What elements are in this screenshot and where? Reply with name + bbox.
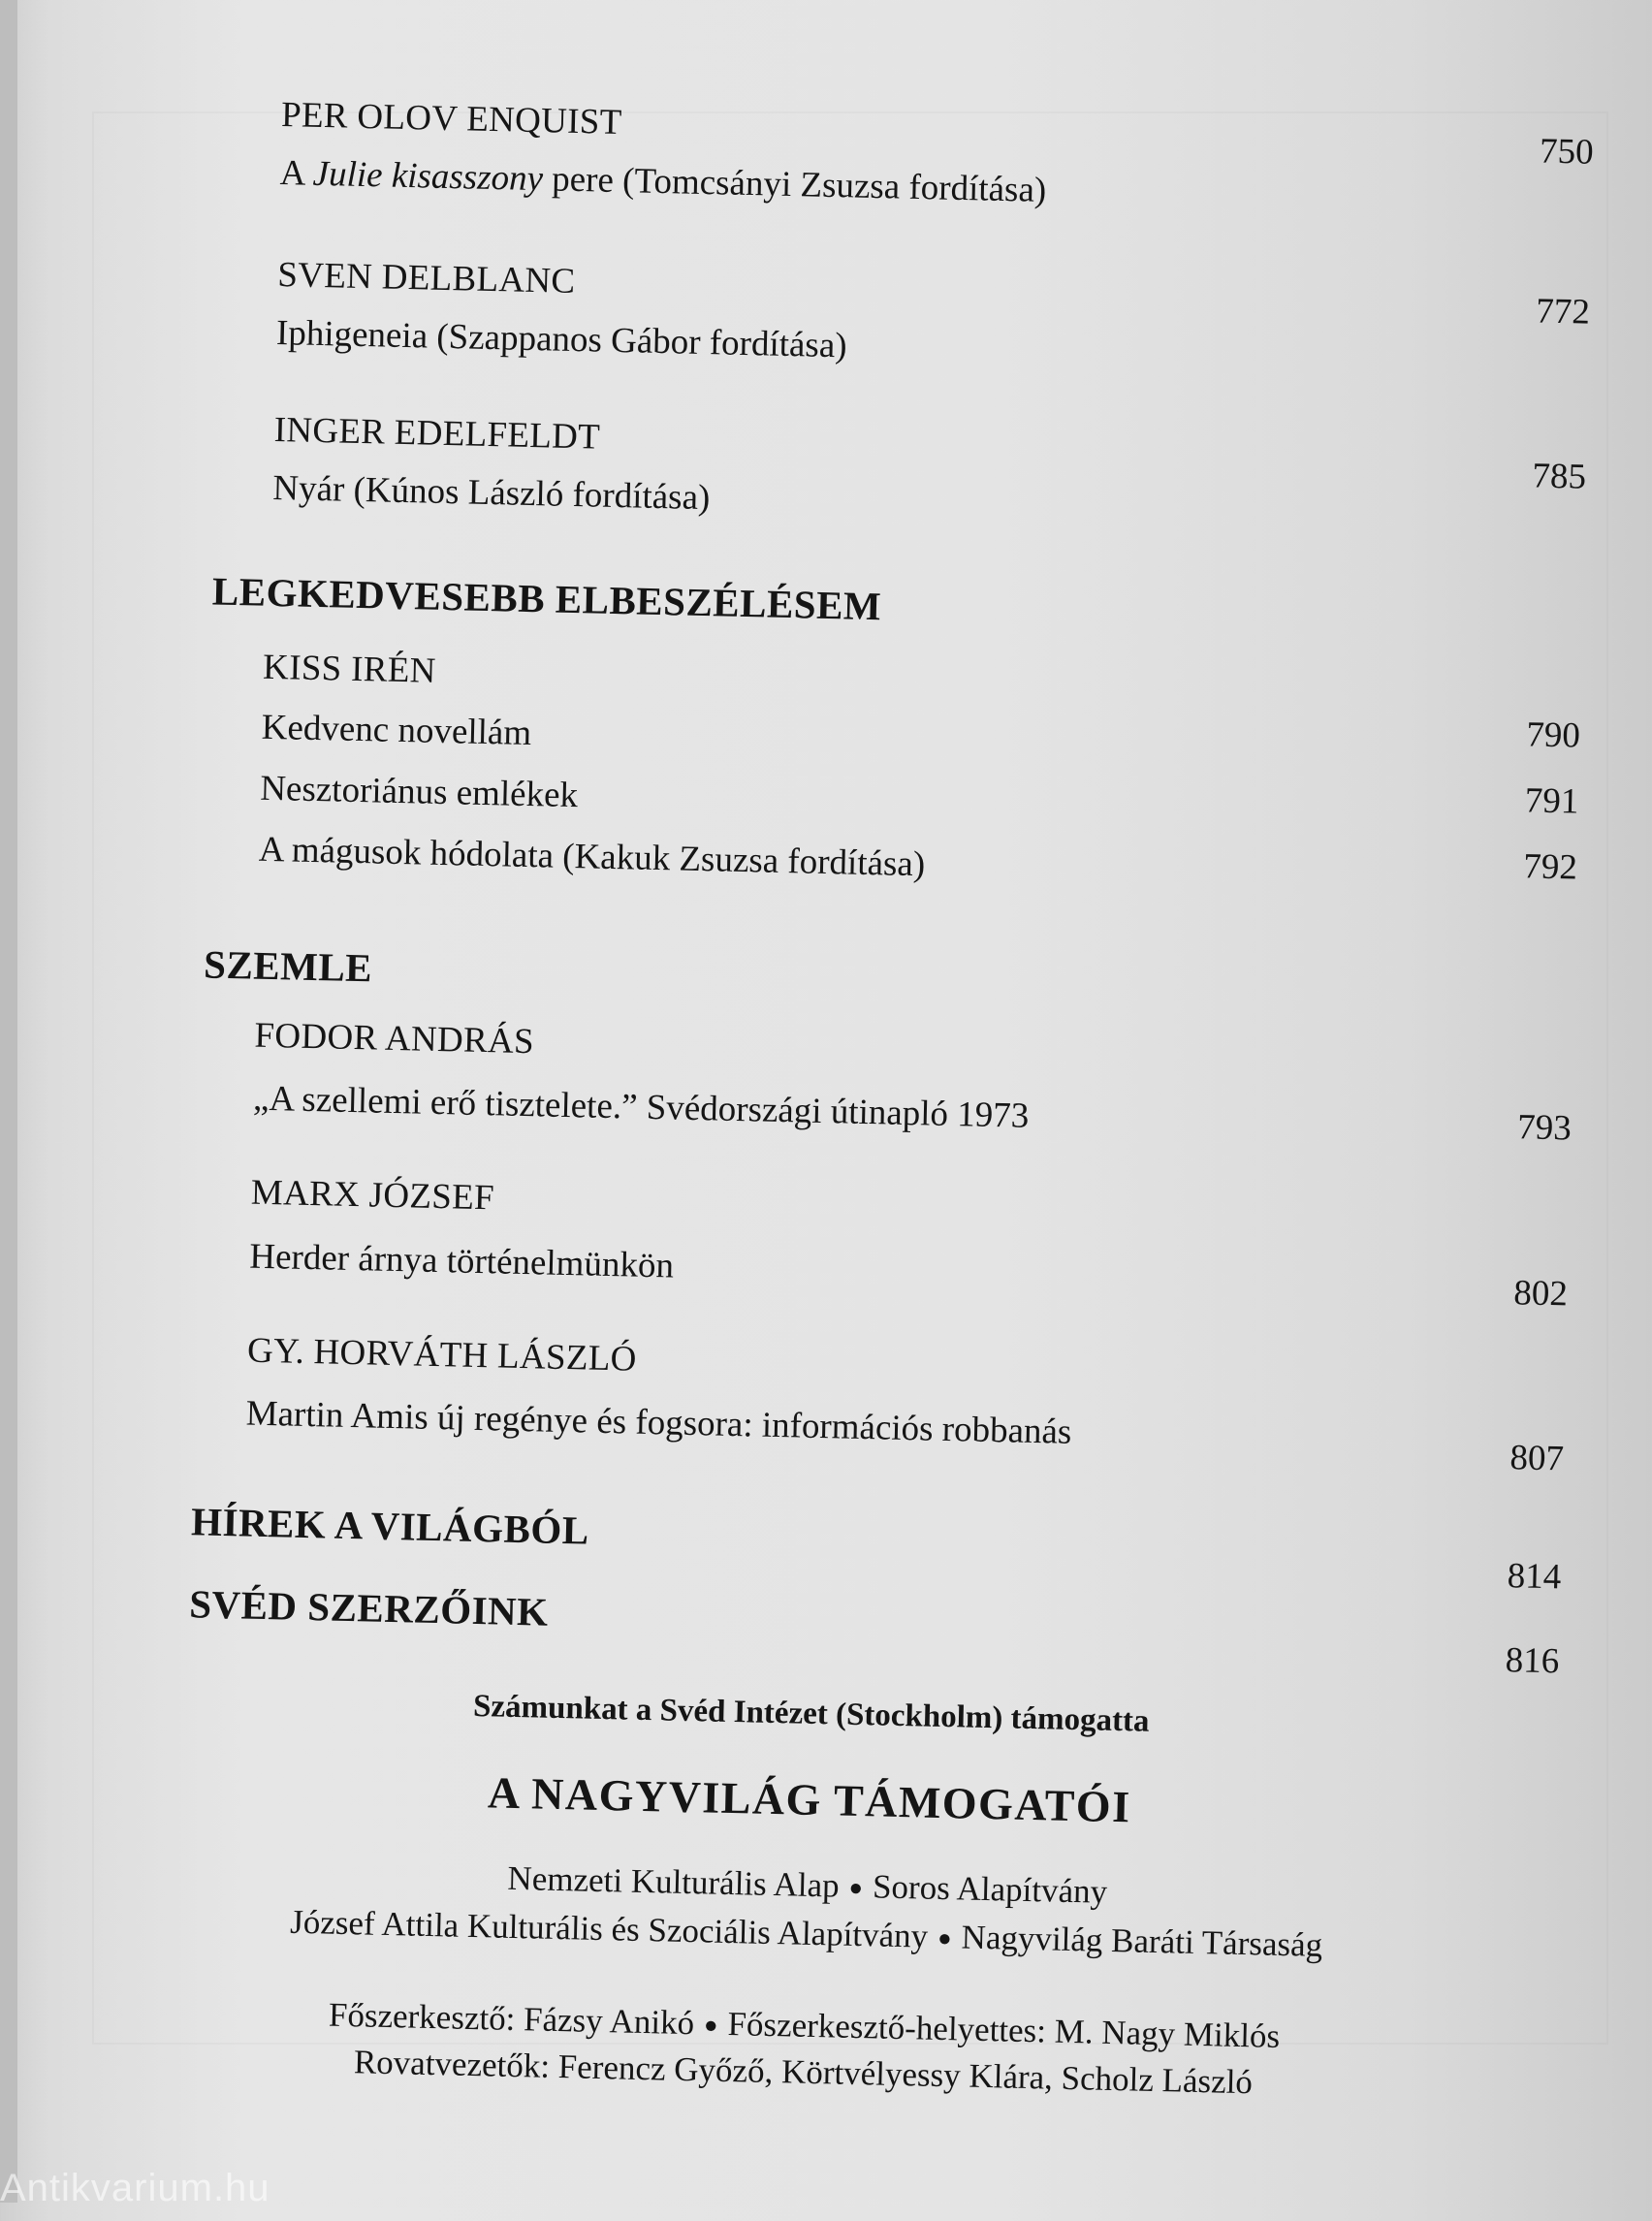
entry-title bbox=[279, 152, 1046, 211]
page-number: 793 bbox=[1516, 1107, 1573, 1149]
entry-author: MARX JÓZSEF bbox=[250, 1172, 495, 1219]
entry-author: INGER EDELFELDT bbox=[273, 409, 601, 458]
bullet-separator: ● bbox=[703, 2013, 718, 2040]
title-italic: Julie kisasszony bbox=[312, 153, 544, 200]
entry-title: Iphigeneia (Szappanos Gábor fordítása) bbox=[275, 312, 848, 366]
editor-in-chief: Főszerkesztő: Fázsy Anikó bbox=[328, 1995, 695, 2043]
title-suffix: pere (Tomcsányi Zsuzsa fordítása) bbox=[542, 159, 1047, 210]
supporters-heading: A NAGYVILÁG TÁMOGATÓI bbox=[487, 1767, 1132, 1832]
section-heading-review: SZEMLE bbox=[203, 941, 373, 991]
supporter-name: Nagyvilág Baráti Társaság bbox=[961, 1918, 1323, 1964]
page-number: 814 bbox=[1507, 1556, 1562, 1598]
toc-entry bbox=[15, 403, 1652, 519]
watermark: Antikvarium.hu bbox=[0, 2167, 270, 2209]
entry-title: A mágusok hódolata (Kakuk Zsuzsa fordítása) bbox=[258, 829, 926, 885]
supporter-name: József Attila Kulturális és Szociális Alapítvány bbox=[289, 1902, 929, 1955]
entry-author: SVEN DELBLANC bbox=[276, 255, 576, 301]
supporter-name: Nemzeti Kulturális Alap bbox=[507, 1858, 841, 1905]
entry-title: Kedvenc novellám bbox=[261, 707, 532, 754]
entry-title: Nesztoriánus emlékek bbox=[259, 768, 579, 816]
page-number: 750 bbox=[1539, 131, 1595, 173]
support-note: Számunkat a Svéd Intézet (Stockholm) támogatta bbox=[472, 1688, 1150, 1739]
entry-author: GY. HORVÁTH LÁSZLÓ bbox=[246, 1330, 638, 1380]
page-number: 772 bbox=[1535, 291, 1591, 333]
deputy-editor: Főszerkesztő-helyettes: M. Nagy Miklós bbox=[727, 2005, 1281, 2055]
bullet-separator: ● bbox=[937, 1926, 952, 1952]
page-number: 785 bbox=[1532, 456, 1587, 497]
toc-entry bbox=[18, 248, 1652, 366]
page-number: 791 bbox=[1524, 780, 1579, 822]
page-number: 807 bbox=[1509, 1438, 1565, 1479]
section-heading-world-news: HÍREK A VILÁGBÓL bbox=[190, 1499, 590, 1553]
page-number: 802 bbox=[1512, 1273, 1569, 1315]
entry-title: Martin Amis új regénye és fogsora: információs robbanás bbox=[245, 1393, 1072, 1452]
page-number: 792 bbox=[1522, 846, 1578, 888]
section-editors-line: Rovatvezetők: Ferencz Győző, Körtvélyessy Klára, Scholz László bbox=[353, 2043, 1254, 2102]
title-prefix: A bbox=[279, 153, 314, 194]
page-number: 816 bbox=[1505, 1640, 1560, 1682]
entry-title: Herder árnya történelmünkön bbox=[248, 1236, 675, 1286]
section-heading-swedish-authors: SVÉD SZERZŐINK bbox=[188, 1581, 550, 1634]
entry-title: Nyár (Kúnos László fordítása) bbox=[271, 467, 711, 519]
entry-title: „A szellemi erő tisztelete.” Svédországi útinapló 1973 bbox=[252, 1078, 1030, 1136]
page-number: 790 bbox=[1525, 714, 1581, 756]
section-heading-favorite-story: LEGKEDVESEBB ELBESZÉLÉSEM bbox=[211, 568, 882, 629]
bullet-separator: ● bbox=[848, 1876, 864, 1902]
entry-author: FODOR ANDRÁS bbox=[254, 1015, 535, 1063]
entry-author: PER OLOV ENQUIST bbox=[280, 95, 623, 143]
toc-entry bbox=[22, 88, 1652, 210]
entry-author: KISS IRÉN bbox=[262, 647, 437, 691]
supporter-name: Soros Alapítvány bbox=[872, 1867, 1108, 1911]
